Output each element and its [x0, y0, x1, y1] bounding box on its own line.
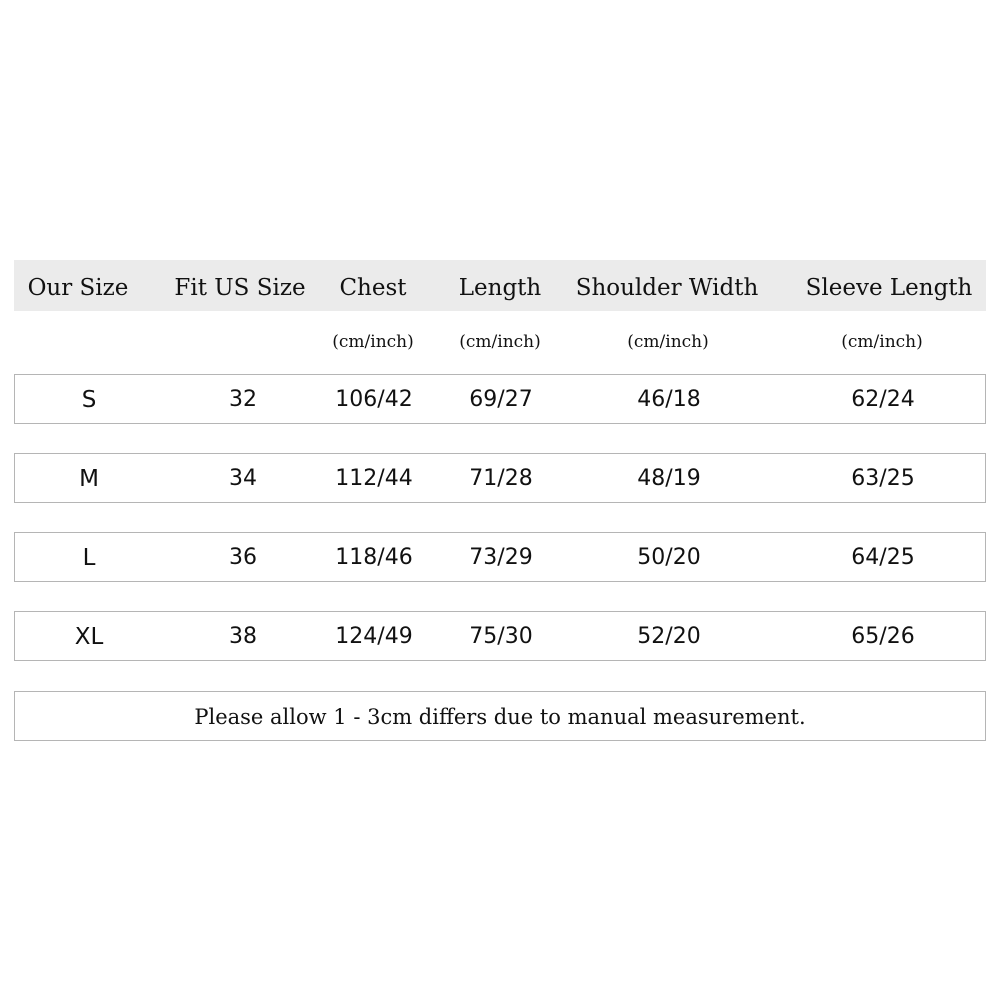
cell-size: L — [82, 545, 96, 571]
unit-sleeve-length: (cm/inch) — [841, 332, 923, 352]
cell-length: 69/27 — [469, 387, 533, 412]
header-sleeve-length: Sleeve Length — [805, 275, 973, 301]
cell-sleeve-length: 64/25 — [851, 545, 915, 570]
cell-shoulder-width: 48/19 — [637, 466, 701, 491]
cell-us-size: 32 — [229, 387, 257, 412]
unit-length: (cm/inch) — [459, 332, 541, 352]
table-row-m — [14, 453, 986, 503]
cell-chest: 112/44 — [335, 466, 413, 491]
cell-us-size: 36 — [229, 545, 257, 570]
cell-us-size: 34 — [229, 466, 257, 491]
cell-chest: 118/46 — [335, 545, 413, 570]
cell-chest: 124/49 — [335, 624, 413, 649]
cell-size: S — [81, 387, 97, 413]
header-fit-us-size: Fit US Size — [174, 275, 306, 301]
header-length: Length — [458, 275, 542, 301]
cell-length: 73/29 — [469, 545, 533, 570]
cell-length: 75/30 — [469, 624, 533, 649]
table-row-l — [14, 532, 986, 582]
cell-chest: 106/42 — [335, 387, 413, 412]
table-row-s — [14, 374, 986, 424]
header-chest: Chest — [339, 275, 407, 301]
cell-sleeve-length: 63/25 — [851, 466, 915, 491]
table-row-xl — [14, 611, 986, 661]
units-row — [14, 324, 986, 360]
cell-shoulder-width: 46/18 — [637, 387, 701, 412]
cell-size: XL — [74, 624, 104, 650]
cell-sleeve-length: 65/26 — [851, 624, 915, 649]
cell-length: 71/28 — [469, 466, 533, 491]
unit-chest: (cm/inch) — [332, 332, 414, 352]
unit-shoulder-width: (cm/inch) — [627, 332, 709, 352]
header-shoulder-width: Shoulder Width — [575, 275, 759, 301]
cell-shoulder-width: 50/20 — [637, 545, 701, 570]
measurement-note-box — [14, 691, 986, 741]
header-row — [14, 260, 986, 311]
cell-sleeve-length: 62/24 — [851, 387, 915, 412]
cell-us-size: 38 — [229, 624, 257, 649]
cell-shoulder-width: 52/20 — [637, 624, 701, 649]
cell-size: M — [79, 466, 99, 492]
measurement-note: Please allow 1 - 3cm differs due to manual measurement. — [194, 705, 806, 729]
header-our-size: Our Size — [27, 275, 129, 301]
